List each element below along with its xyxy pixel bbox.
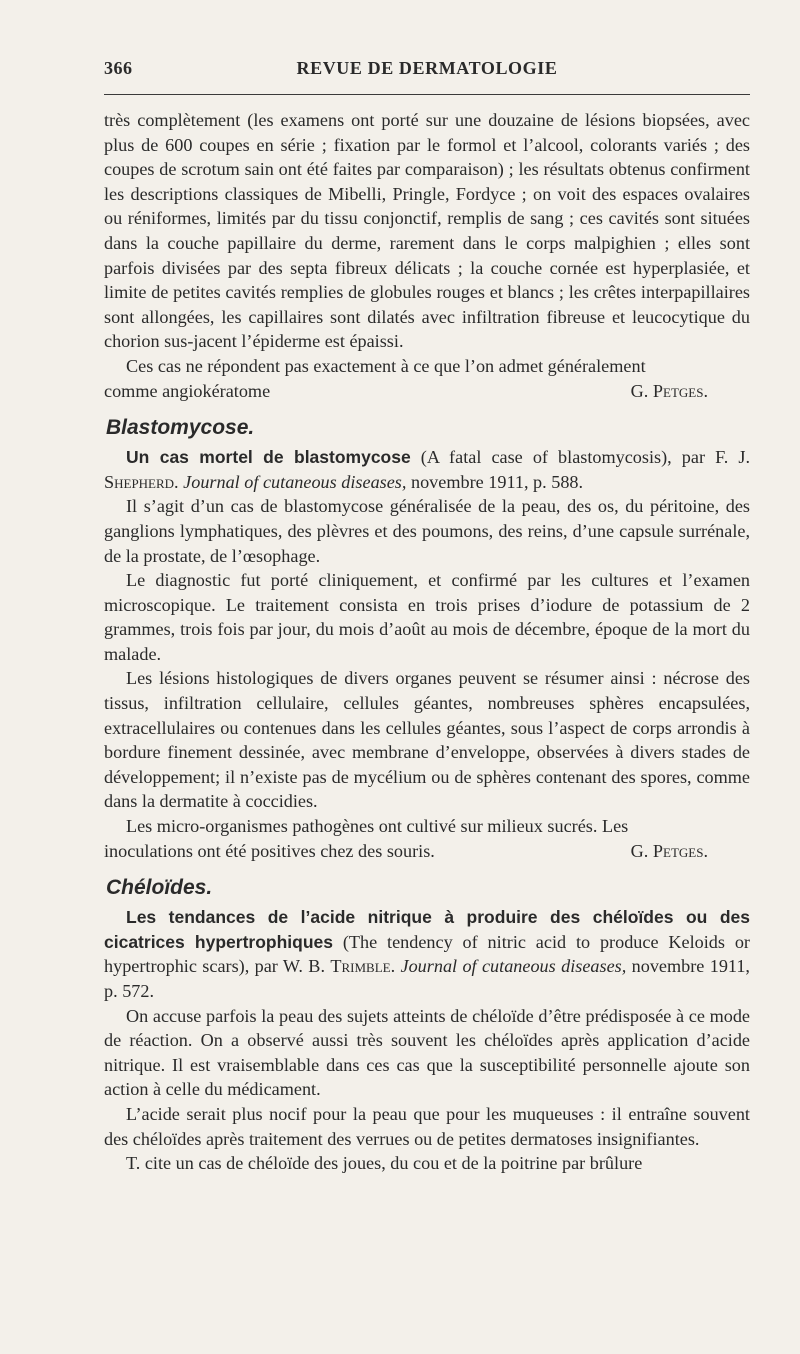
page-header xyxy=(104,58,750,88)
body-paragraph: Les lésions histologiques de divers organes peuvent se résumer ainsi : nécrose des tissus, infiltration cellulaire, cellules géantes, nombreuses sphères encapsulées, extracellulaires ou contenues dans les cellules géantes, sous l’aspect de corps arrondis à bordure finement dessinée, avec membrane d’enveloppe, observées à divers stades de développement; il n’existe pas de mycélium ou de sphères contenant des spores, comme dans la dermatite à coccidies. xyxy=(104,668,750,812)
body-paragraph: Le diagnostic fut porté cliniquement, et confirmé par les cultures et l’examen microscopique. Le traitement consista en trois prises d’iodure de potassium de 2 grammes, trois fois par jour, du mois d’août au mois de décembre, époque de la mort du malade. xyxy=(104,570,750,664)
article-title: Un cas mortel de blastomycose xyxy=(126,447,411,468)
article-citation xyxy=(104,445,750,494)
author-signature: G. Petges. xyxy=(630,380,708,401)
paragraph-end: inoculations ont été positives chez des souris. xyxy=(104,840,435,861)
section-heading-cheloides: Chéloïdes. xyxy=(106,876,213,900)
author-signature: G. Petges. xyxy=(630,840,708,861)
body-paragraph: Les micro-organismes pathogènes ont cultivé sur milieux sucrés. Les xyxy=(126,816,629,837)
conclusion-paragraph: Ces cas ne répondent pas exactement à ce que l’on admet généralement xyxy=(126,355,646,376)
article-author: Trimble. xyxy=(330,956,396,977)
body-paragraph: T. cite un cas de chéloïde des joues, du cou et de la poitrine par brûlure xyxy=(126,1153,643,1174)
body-paragraph: L’acide serait plus nocif pour la peau que pour les muqueuses : il entraîne souvent des chéloïdes après traitement des verrues ou de petites dermatoses insignifiantes. xyxy=(104,1103,750,1149)
article-title-translation: (The tendency of nitric acid to produce Keloids or hypertrophic scars), par W. B. xyxy=(104,931,750,977)
conclusion-end: comme angiokératome xyxy=(104,380,271,401)
citation-date: novembre 1911, p. 588. xyxy=(406,471,584,492)
signature-line xyxy=(104,839,750,864)
conclusion-signature-line xyxy=(104,379,750,404)
body-paragraph: On accuse parfois la peau des sujets atteints de chéloïde d’être prédisposée à ce mode de réaction. On a observé aussi très souvent les chéloïdes après application d’acide nitrique. Il est vraisemblable dans ces cas que la susceptibilité personnelle ajoute son action à celle du médicament. xyxy=(104,1005,750,1100)
article-citation xyxy=(104,905,750,1003)
body-paragraph: Il s’agit d’un cas de blastomycose généralisée de la peau, des os, du péritoine, des ganglions lymphatiques, des plèvres et des poumons, des reins, d’une capsule surrénale, de la prostate, de l’œsophage. xyxy=(104,496,750,566)
running-title: REVUE DE DERMATOLOGIE xyxy=(296,58,558,78)
article-author: Shepherd. xyxy=(104,471,179,492)
section-heading-blastomycose: Blastomycose. xyxy=(106,416,255,440)
page-number: 366 xyxy=(104,58,133,78)
citation-date: novembre 1911, p. 572. xyxy=(104,956,750,1001)
header-rule xyxy=(104,94,750,95)
article-title-translation: (A fatal case of blastomycosis), par F. J. xyxy=(410,447,750,468)
journal-name: Journal of cutaneous diseases, xyxy=(183,471,407,492)
page-body xyxy=(104,108,750,1176)
journal-name: Journal of cutaneous diseases, xyxy=(400,956,627,977)
intro-paragraph: très complètement (les examens ont porté sur une douzaine de lésions biopsées, avec plus de 600 coupes en série ; fixation par le formol et l’alcool, colorants variés ; des coupes de scrotum sain ont été faites par comparaison) ; les résultats obtenus confirment les descriptions classiques de Mibelli, Pringle, Fordyce ; on voit des espaces ovalaires ou réniformes, limités par du tissu conjonctif, remplis de sang ; ces cavités sont situées dans la couche papillaire du derme, rarement dans le corps malpighien ; elles sont parfois divisées par des septa fibreux délicats ; la couche cornée est hyperplasiée, et limite de petites cavités remplies de globules rouges et blancs ; les crêtes interpapillaires sont allongées, les capillaires sont dilatés avec infiltration fibreuse et leucocytique du chorion sus-jacent l’épiderme est épaissi. xyxy=(104,110,750,352)
article-title: Les tendances de l’acide nitrique à produire des chéloïdes ou des cicatrices hypertrophiques xyxy=(104,907,750,952)
